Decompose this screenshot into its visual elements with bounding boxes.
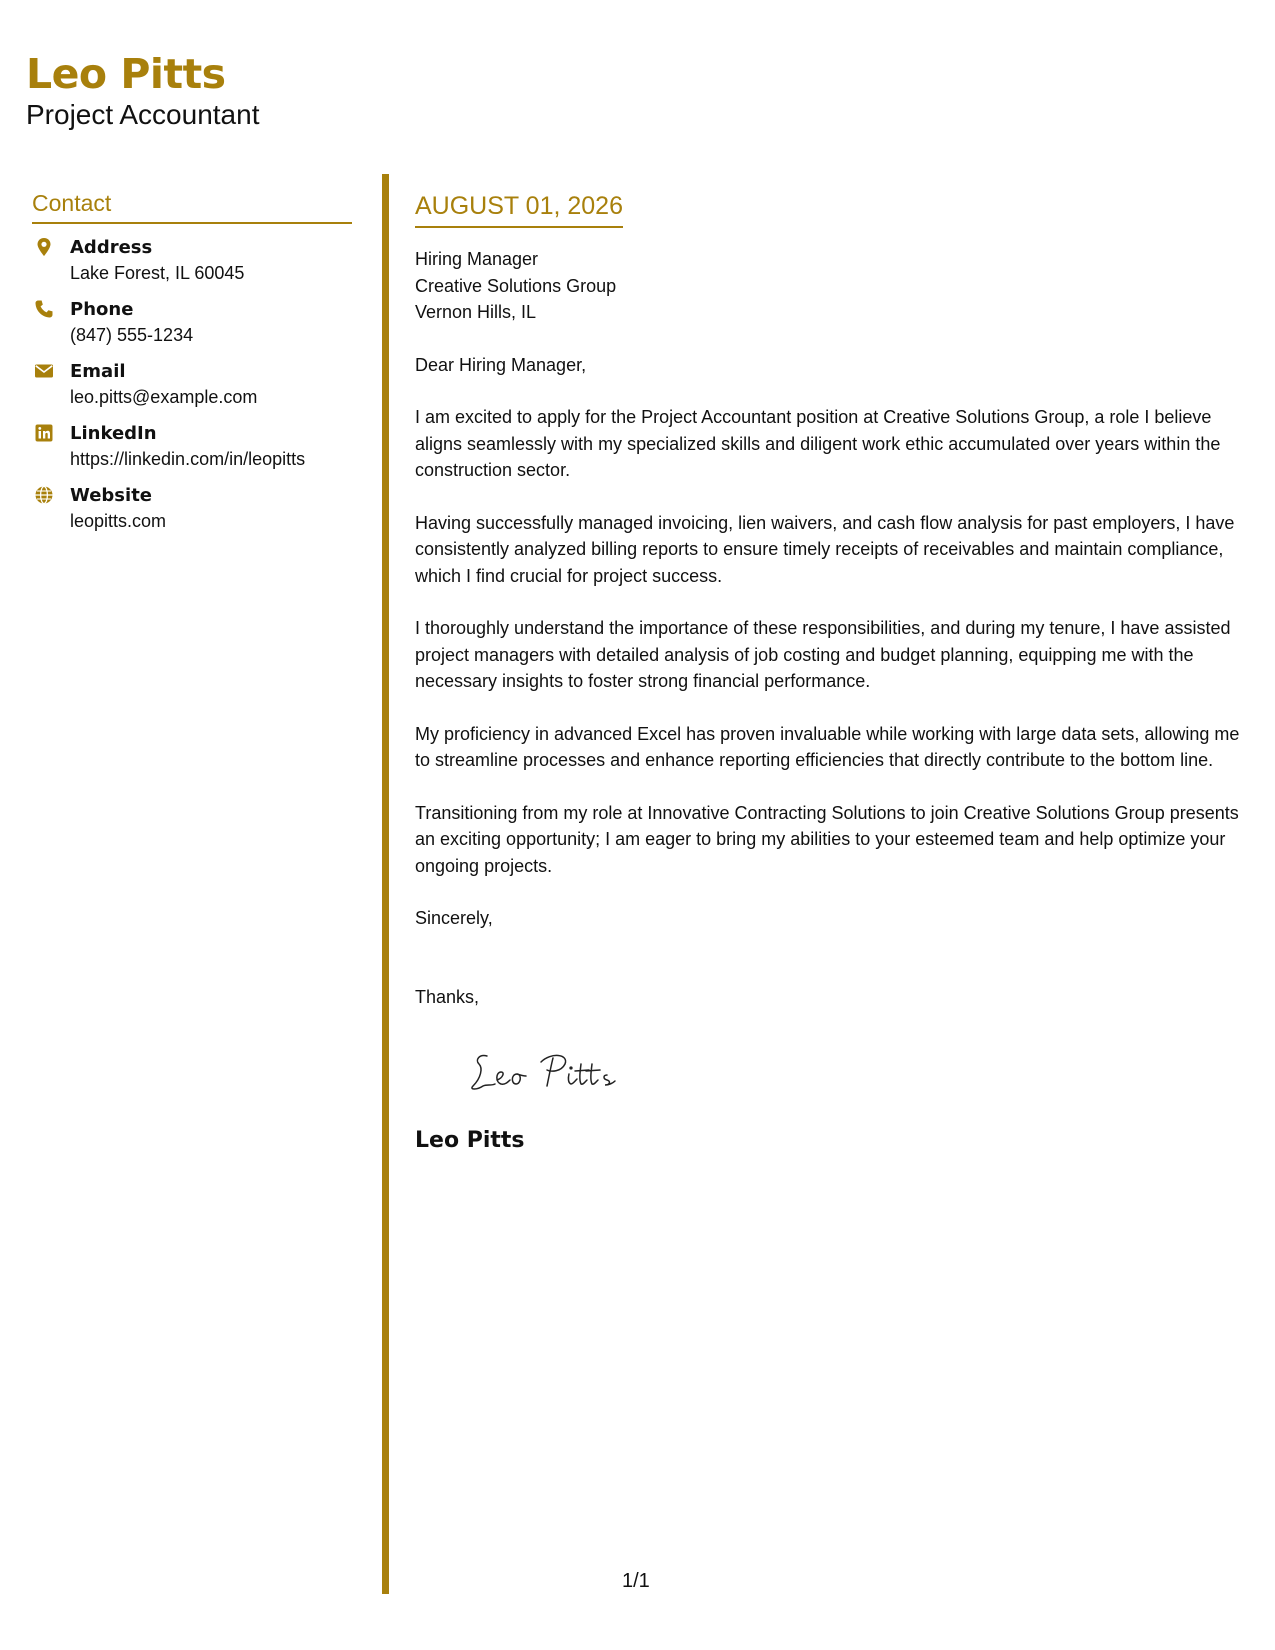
phone-link[interactable]: (847) 555-1234 — [70, 325, 194, 345]
letter-paragraph: I thoroughly understand the importance of these responsibilities, and during my tenure, I have assisted project managers with detailed analysis of job costing and budget planning, equipping me with the necessary insights to foster strong financial performance. — [415, 618, 1231, 691]
contact-label: Phone — [70, 299, 134, 320]
salutation: Dear Hiring Manager, — [415, 354, 587, 375]
contact-linkedin — [32, 422, 352, 472]
recipient-line: Vernon Hills, IL — [415, 302, 537, 322]
closing-thanks: Thanks, — [415, 986, 480, 1007]
contact-label: LinkedIn — [70, 423, 157, 444]
closing-sincerely: Sincerely, — [415, 908, 493, 928]
contact-label: Address — [70, 237, 153, 258]
recipient-block — [415, 246, 1255, 326]
linkedin-link[interactable]: https://linkedin.com/in/leopitts — [70, 449, 306, 469]
page-number: 1/1 — [622, 1570, 650, 1592]
handwritten-signature — [465, 1044, 635, 1098]
resume-header — [26, 48, 259, 132]
email-link[interactable]: leo.pitts@example.com — [70, 387, 258, 407]
letter-body — [415, 190, 1255, 1154]
contact-label: Email — [70, 361, 126, 382]
contact-label: Website — [70, 485, 153, 506]
letter-paragraph: I am excited to apply for the Project Accountant position at Creative Solutions Group, a role I believe aligns seamlessly with my specialized skills and diligent work ethic accumulated over years within the construction sector. — [415, 407, 1221, 480]
map-pin-icon — [34, 237, 54, 257]
envelope-icon — [34, 361, 54, 381]
globe-icon — [34, 485, 54, 505]
linkedin-icon — [34, 423, 54, 443]
letter-paragraph: My proficiency in advanced Excel has proven invaluable while working with large data sets, allowing me to streamline processes and enhance reporting efficiencies that directly contribute to the bottom line. — [415, 723, 1240, 770]
applicant-name: Leo Pitts — [26, 50, 226, 98]
letter-paragraph: Having successfully managed invoicing, lien waivers, and cash flow analysis for past employers, I have consistently analyzed billing reports to ensure timely receipts of receivables and maintain compliance, which I find crucial for project success. — [415, 512, 1235, 586]
website-link[interactable]: leopitts.com — [70, 511, 167, 531]
recipient-line: Hiring Manager — [415, 249, 539, 269]
phone-icon — [34, 299, 54, 319]
letter-date: AUGUST 01, 2026 — [415, 190, 623, 228]
column-divider — [382, 174, 389, 1594]
contact-sidebar — [32, 188, 352, 534]
contact-value: Lake Forest, IL 60045 — [70, 263, 245, 283]
applicant-title: Project Accountant — [26, 99, 260, 130]
contact-phone — [32, 298, 352, 348]
contact-email — [32, 360, 352, 410]
contact-address — [32, 236, 352, 286]
recipient-line: Creative Solutions Group — [415, 275, 617, 296]
letter-paragraph: Transitioning from my role at Innovative Contracting Solutions to join Creative Solutions Group presents an exciting opportunity; I am eager to bring my abilities to your esteemed team and help optimize your ongoing projects. — [415, 802, 1239, 876]
signer-name: Leo Pitts — [415, 1127, 525, 1153]
contact-heading: Contact — [32, 188, 352, 224]
contact-website — [32, 484, 352, 534]
